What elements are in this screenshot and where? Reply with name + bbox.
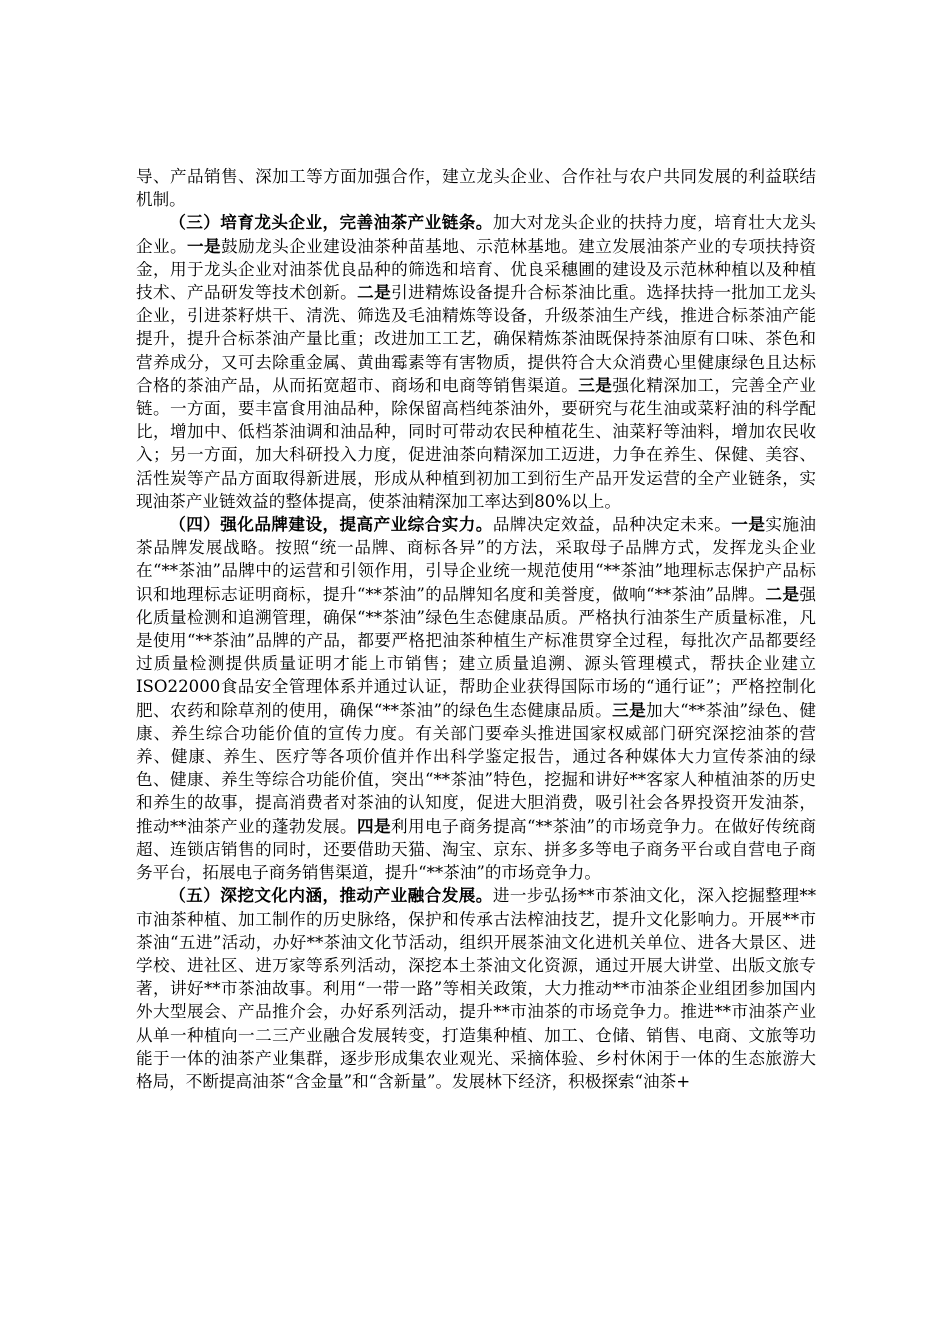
point-marker: 一是 xyxy=(187,235,222,256)
point-marker: 三是 xyxy=(612,699,647,720)
document-page xyxy=(136,165,816,1093)
text-segment: 强化质量检测和追溯管理，确保“**茶油”绿色生态健康品质。严格执行油茶生产质量标准，凡是使用“**茶油”品牌的产品，都要严格把油茶种植生产标准贯穿全过程，每批次产品都要经过质量检测提供质量证明才能上市销售；建立质量追溯、源头管理模式，帮扶企业建立ISO22000食品安全管理体系并通过认证，帮助企业获得国际市场的“通行证”；严格控制化肥、农药和除草剂的使用，确保“**茶油”的绿色生态健康品质。 xyxy=(136,584,816,720)
text-segment: 强化精深加工，完善全产业链。一方面，要丰富食用油品种，除保留高档纯茶油外，要研究与花生油或菜籽油的科学配比，增加中、低档茶油调和油品种，同时可带动农民种植花生、油菜籽等油料，增加农民收入；另一方面，加大科研投入力度，促进油茶向精深加工迈进，力争在养生、保健、美容、活性炭等产品方面取得新进展，形成从种植到初加工到衍生产品开发运营的全产业链条，实现油茶产业链效益的整体提高，使茶油精深加工率达到80%以上。 xyxy=(136,375,817,511)
paragraph-section-three xyxy=(136,211,816,513)
point-marker: 一是 xyxy=(731,514,766,535)
text-segment: 实施油茶品牌发展战略。按照“统一品牌、商标各异”的方法，采取母子品牌方式，发挥龙头企业在“**茶油”品牌中的运营和引领作用，引导企业统一规范使用“**茶油”地理标志保护产品标识和地理标志证明商标，提升“**茶油”的品牌知名度和美誉度，做响“**茶油”品牌。 xyxy=(136,515,817,604)
text-segment: 鼓励龙头企业建设油茶种苗基地、示范林基地。建立发展油茶产业的专项扶持资金，用于龙头企业对油茶优良品种的筛选和培育、优良采穗圃的建设及示范林种植以及种植技术、产品研发等技术创新。 xyxy=(136,236,817,303)
section-heading: （四）强化品牌建设，提高产业综合实力。 xyxy=(169,514,493,535)
text-segment: 利用电子商务提高“**茶油”的市场竞争力。在做好传统商超、连锁店销售的同时，还要借助天猫、淘宝、京东、拼多多等电子商务平台或自营电子商务平台，拓展电子商务销售渠道，提升“**茶油”的市场竞争力。 xyxy=(136,816,817,883)
section-heading: （三）培育龙头企业，完善油茶产业链条。 xyxy=(169,212,493,233)
point-marker: 三是 xyxy=(578,374,613,395)
text-segment: 加大对龙头企业的扶持力度，培育壮大龙头企业。 xyxy=(136,213,816,256)
text-segment: 引进精炼设备提升合标茶油比重。选择扶持一批加工龙头企业，引进茶籽烘干、清洗、筛选及毛油精炼等设备，升级茶油生产线，推进合标茶油产能提升，提升合标茶油产量比重；改进加工工艺，确保精炼茶油既保持茶油原有口味、茶色和营养成分，又可去除重金属、黄曲霉素等有害物质，提供符合大众消费心里健康绿色且达标合格的茶油产品，从而拓宽超市、商场和电商等销售渠道。 xyxy=(136,283,817,395)
paragraph-section-five xyxy=(136,884,816,1093)
point-marker: 二是 xyxy=(765,583,800,604)
paragraph-intro-continuation xyxy=(136,165,816,211)
text-segment: 进一步弘扬**市茶油文化，深入挖掘整理**市油茶种植、加工制作的历史脉络，保护和传承古法榨油技艺，提升文化影响力。开展**市茶油“五进”活动，办好**茶油文化节活动，组织开展茶油文化进机关单位、进各大景区、进学校、进社区、进万家等系列活动，深挖本土茶油文化资源，通过开展大讲堂、出版文旅专著，讲好**市茶油故事。利用“一带一路”等相关政策，大力推动**市油茶企业组团参加国内外大型展会、产品推介会，办好系列活动，提升**市油茶的市场竞争力。推进**市油茶产业从单一种植向一二三产业融合发展转变，打造集种植、加工、仓储、销售、电商、文旅等功能于一体的油茶产业集群，逐步形成集农业观光、采摘体验、乡村休闲于一体的生态旅游大格局，不断提高油茶“含金量”和“含新量”。发展林下经济，积极探索“油茶+ xyxy=(136,886,816,1091)
text-segment: 品牌决定效益，品种决定未来。 xyxy=(492,515,732,535)
text-segment: 导、产品销售、深加工等方面加强合作，建立龙头企业、合作社与农户共同发展的利益联结机制。 xyxy=(136,167,816,210)
point-marker: 二是 xyxy=(357,282,392,303)
paragraph-section-four xyxy=(136,513,816,884)
section-heading: （五）深挖文化内涵，推动产业融合发展。 xyxy=(169,885,493,906)
point-marker: 四是 xyxy=(357,815,392,836)
text-segment: 加大“**茶油”绿色、健康、养生综合功能价值的宣传力度。有关部门要牵头推进国家权威部门研究深挖油茶的营养、健康、养生、医疗等各项价值并作出科学鉴定报告，通过各种媒体大力宣传茶油的绿色、健康、养生等综合功能价值，突出“**茶油”特色，挖掘和讲好**客家人种植油茶的历史和养生的故事，提高消费者对茶油的认知度，促进大胆消费，吸引社会各界投资开发油茶，推动**油茶产业的蓬勃发展。 xyxy=(136,700,816,836)
